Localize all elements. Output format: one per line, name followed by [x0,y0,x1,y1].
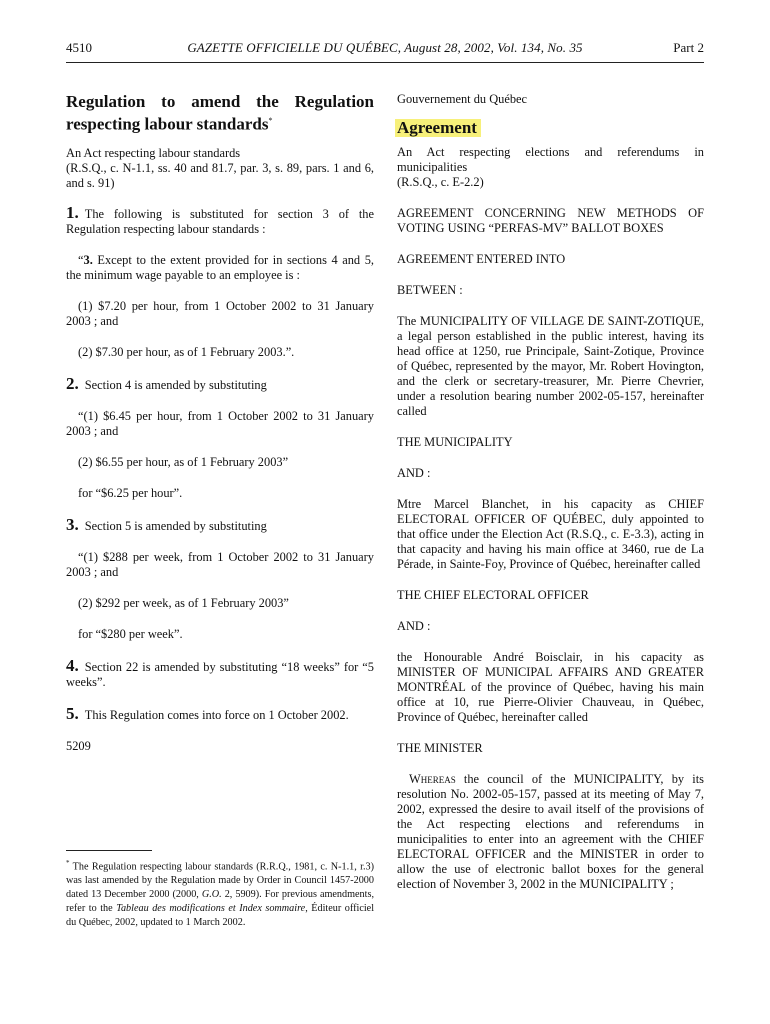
footnote: * The Regulation respecting labour standards (R.R.Q., 1981, c. N-1.1, r.3) was last amended by the Regulation made by Order in Council 1457-2000 dated 13 December 2000 (2000, G.O. 2, 5909). For previous amendments, refer to the Tableau des modifications et Index sommaire, Éditeur officiel du Québec, 2002, updated to 1 March 2002. [66,858,375,929]
section-3-para-2: (2) $292 per week, as of 1 February 2003” [78,595,289,610]
section-3-para-1: “(1) $288 per week, from 1 October 2002 to 31 January 2003 ; and [66,549,374,579]
section-2-para-2: (2) $6.55 per hour, as of 1 February 2003” [78,454,289,469]
section-2-number: 2. [66,373,79,393]
act-reference-right [397,145,704,190]
party-chief-electoral-officer: Mtre Marcel Blanchet, in his capacity as CHIEF ELECTORAL OFFICER OF QUÉBEC, duly appointed to that office under the Election Act (R.S.Q., c. E-3.3), acting in that capacity and having his main office at 3460, rue de La Pérade, in Sainte-Foy, Province of Québec, hereinafter called [397,497,704,571]
section-4: 4. Section 22 is amended by substituting “18 weeks” for “5 weeks”. [66,655,374,689]
and-label-2: AND : [397,619,431,633]
act-citation: (R.S.Q., c. N-1.1, ss. 40 and 81.7, par. 3, s. 89, pars. 1 and 6, and s. 91) [66,160,374,190]
section-1-quote: “3. Except to the extent provided for in sections 4 and 5, the minimum wage payable to an employee is : [66,252,374,282]
section-3: 3. Section 5 is amended by substituting [66,514,267,534]
between-label: BETWEEN : [397,283,463,297]
agreement-entered: AGREEMENT ENTERED INTO [397,252,566,266]
gazette-title: GAZETTE OFFICIELLE DU QUÉBEC, August 28, 2002, Vol. 134, No. 35 [187,40,583,55]
left-column [66,92,374,930]
section-3-for: for “$280 per week”. [78,626,183,641]
section-2: 2. Section 4 is amended by substituting [66,373,267,393]
agreement-heading: Agreement [395,119,481,137]
act-reference [66,146,374,191]
and-label-1: AND : [397,466,431,480]
whereas-clause: Whereas the council of the MUNICIPALITY, by its resolution No. 2002-05-157, passed at its meeting of May 7, 2002, expressed the desire to avail itself of the provisions of the Act respecting elections and referendums in municipalities to enter into an agreement with the CHIEF ELECTORAL OFFICER and the MINISTER in order to allow the use of electronic ballot boxes for the general election of November 3, 2002 in the MUNICIPALITY ; [397,772,704,891]
document-number: 5209 [66,738,91,753]
act-name-right: An Act respecting elections and referendums in municipalities [397,145,704,174]
party-minister: the Honourable André Boisclair, in his capacity as MINISTER OF MUNICIPAL AFFAIRS AND GREATER MONTRÉAL of the province of Québec, having his main office at 10, rue Pierre-Olivier Chauveau, in Québec, Province of Québec, hereinafter called [397,650,704,724]
regulation-title: Regulation to amend the Regulation respecting labour standards* [66,92,374,134]
party-minister-name: THE MINISTER [397,741,483,755]
part-label: Part 2 [673,40,704,55]
agreement-title: AGREEMENT CONCERNING NEW METHODS OF VOTING USING “PERFAS-MV” BALLOT BOXES [397,206,704,235]
act-citation-right: (R.S.Q., c. E-2.2) [397,175,484,189]
government-label: Gouvernement du Québec [397,92,528,106]
section-1-number: 1. [66,202,79,222]
footnote-divider [66,850,152,851]
section-5-number: 5. [66,703,79,723]
page-number: 4510 [66,40,92,55]
section-5: 5. This Regulation comes into force on 1 October 2002. [66,703,349,723]
right-column [397,92,704,908]
party-municipality-name: THE MUNICIPALITY [397,435,513,449]
section-1-para-2: (2) $7.30 per hour, as of 1 February 2003.”. [78,344,295,359]
section-1: 1. The following is substituted for section 3 of the Regulation respecting labour standards : [66,202,374,236]
section-2-for: for “$6.25 per hour”. [78,485,183,500]
act-name: An Act respecting labour standards [66,145,241,160]
footnote-mark: * [66,858,70,867]
party-municipality: The MUNICIPALITY OF VILLAGE DE SAINT-ZOTIQUE, a legal person established in the public interest, having its head office at 1250, rue Principale, Saint-Zotique, Province of Québec, represented by the mayor, Mr. Robert Hovington, and the clerk or secretary-treasurer, Mr. Pierre Chevrier, under a resolution bearing number 2002-05-157, hereinafter called [397,314,704,418]
page-header [66,40,704,63]
title-footnote-mark: * [268,116,273,125]
section-3-number: 3. [66,514,79,534]
party-chief-electoral-officer-name: THE CHIEF ELECTORAL OFFICER [397,588,589,602]
whereas-word: Whereas [409,772,456,786]
section-1-para-1: (1) $7.20 per hour, from 1 October 2002 to 31 January 2003 ; and [66,298,374,328]
section-2-para-1: “(1) $6.45 per hour, from 1 October 2002 to 31 January 2003 ; and [66,408,374,438]
section-4-number: 4. [66,655,79,675]
